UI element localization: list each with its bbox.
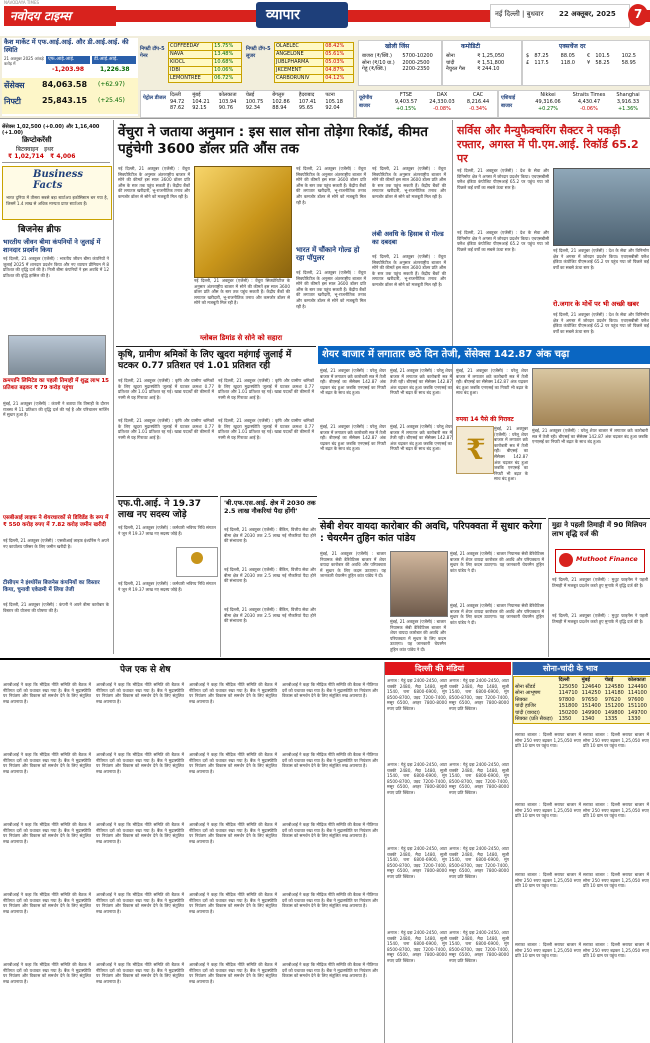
mandi-text-7: अनाज : गेहूं दड़ा 2400-2450, आटा चक्की 2480, मैदा 1480, सूजी 1540, चना 6800-6900, मूंग 8500-8700, उड़द 7200-7400, मसूर 6500, अरहर 7800-8000 रुपए प्रति क्विंटल। [387,930,447,963]
bank-story [220,496,317,657]
sensex-label: सेंसेक्स [4,81,25,90]
gainer-row: LEMONTREE 06.72% [169,75,242,83]
fii-dii-block [2,38,138,116]
loser-row: OLAELEC 08.42% [275,43,354,51]
gold-row: सिक्का 97800 97650 97620 97600 [515,696,644,703]
manufacturing-headline: सर्विस और मैन्युफैक्चरिंग सैक्टर ने पकड़ी रफ्तार, अगस्त में पी.एम.आई. रिकॉर्ड 65.2 पर [457,124,639,165]
stock-body-4: मुंबई, 21 अक्तूबर (एजेंसी) : घरेलू शेयर बाजार में लगातार छठे कारोबारी सत्र में तेजी रही। बीएसई का सेंसेक्स 142.87 अंक चढ़कर बंद हुआ जबकि एनएसई का निफ्टी भी बढ़त के साथ बंद हुआ। [532,428,648,445]
page-one-text-2: आरबीआई ने कहा कि मौद्रिक नीति समिति की बैठक में नीतिगत दरों को यथावत रखा गया है। बैंक ने मुद्रास्फीति पर नियंत्रण और विकास को समर्थन देने के लिए संतुलित रुख अपनाया है। [96,682,184,704]
page-one-text-1: आरबीआई ने कहा कि मौद्रिक नीति समिति की बैठक में नीतिगत दरों को यथावत रखा गया है। बैंक ने मुद्रास्फीति पर नियंत्रण और विकास को समर्थन देने के लिए संतुलित रुख अपनाया है। [3,682,91,704]
brief3-headline: एसबीआई लाइफ ने शेयरधारकों से डिविडेंड के रूप में ₹ 550 करोड़ रुपए में 7.82 करोड़ जमीन खरीदी [3,515,109,528]
sebi-body-4: मुंबई, 21 अक्तूबर (एजेंसी) : बाजार नियामक सेबी डेरिवेटिव्स बाजार में शेयर वायदा कारोबार की अवधि और परिपक्वता में सुधार के लिए कदम उठाएगा। यह जानकारी चेयरमैन तुहिन कांत पांडेय ने दी। [450,603,544,625]
gold-note-6: सराफा बाजार : दिल्ली सराफा बाजार में सोना 250 रुपए बढ़कर 1,25,050 रुपए प्रति 10 ग्राम पर पहुंच गया। [583,872,649,889]
crypto-title: क्रिप्टोकरेंसी [22,136,52,144]
gold-title-bar [513,662,650,675]
brief3-text: नई दिल्ली, 21 अक्तूबर (एजेंसी) : एसबीआई लाइफ इंश्योरेंस ने अपने नए कार्यालय परिसर के लिए जमीन खरीदी है। [3,538,109,549]
crypto-values: ₹ 1,02,714 ₹ 4,006 [8,153,76,160]
page-one-title: पेज एक से शेष [120,665,171,675]
gold-bars-photo [194,166,292,278]
lead-subheadline: ग्लोबल डिमांड से सोने को सहारा [200,334,283,342]
facts-text: भारत दुनिया में तीसरा सबसे बड़ा स्टार्टअप इकोसिस्टम बन गया है, जिसमें 1.4 लाख से अधिक मान्यता प्राप्त स्टार्टअप हैं। [6,195,108,206]
stock-body-2: मुंबई, 21 अक्तूबर (एजेंसी) : घरेलू शेयर बाजार में लगातार छठे कारोबारी सत्र में तेजी रही। बीएसई का सेंसेक्स 142.87 अंक चढ़कर बंद हुआ जबकि एनएसई का निफ्टी भी बढ़त के साथ बंद हुआ। [390,368,452,396]
page-one-text-10: आरबीआई ने कहा कि मौद्रिक नीति समिति की बैठक में नीतिगत दरों को यथावत रखा गया है। बैंक ने मुद्रास्फीति पर नियंत्रण और विकास को समर्थन देने के लिए संतुलित रुख अपनाया है। [96,822,184,844]
agri-story [116,348,316,494]
manufacturing-body-d: नई दिल्ली, 21 अक्तूबर (एजेंसी) : देश के सेवा और विनिर्माण क्षेत्र ने अगस्त में जोरदार प्रदर्शन किया। एचएसबीसी फ्लैश इंडिया कंपोजिट पीएमआई 65.2 पर पहुंच गया जो पिछले कई वर्षों का सबसे ऊंचा स्तर है। [553,312,649,334]
europe-block [356,90,498,118]
dii-value: 1,226.38 [100,66,130,73]
fii-label-box [46,56,90,64]
loser-row: CARBORUNIV 04.12% [275,75,354,83]
brief-title-bar [2,222,110,234]
bank-body-b: नई दिल्ली, 21 अक्तूबर (एजेंसी) : बैंकिंग, वित्तीय सेवा और बीमा क्षेत्र में 2030 तक 2.5 लाख नई नौकरियां पैदा होने की संभावना है। [224,567,316,584]
page-one-title-bar [70,662,270,676]
commodity-table [445,53,519,73]
gold-note-7: सराफा बाजार : दिल्ली सराफा बाजार में सोना 250 रुपए बढ़कर 1,25,050 रुपए प्रति 10 ग्राम पर पहुंच गया। [515,942,581,959]
fpi-body-b: नई दिल्ली, 21 अक्तूबर (एजेंसी) : कर्मचारी भविष्य निधि संगठन ने जून में 19.37 लाख नए सदस्य जोड़े हैं। [118,581,216,592]
page-number: 7 [634,7,643,21]
petrol-row: 94.72 104.21 103.94 100.75 102.86 107.41 105.18 [170,98,343,105]
section-title: व्यापार [266,7,300,23]
loser-row: JKCEMENT 04.87% [275,67,354,75]
side-headline: भारत में चौंकाने गोल्ड हो रहा पॉपुलर [296,246,360,262]
page-one-text-16: आरबीआई ने कहा कि मौद्रिक नीति समिति की बैठक में नीतिगत दरों को यथावत रखा गया है। बैंक ने मुद्रास्फीति पर नियंत्रण और विकास को समर्थन देने के लिए संतुलित रुख अपनाया है। [282,892,378,909]
commodity-row: नैचुरल गैस ₹ 244.10 [446,66,500,72]
page-one-text-5: आरबीआई ने कहा कि मौद्रिक नीति समिति की बैठक में नीतिगत दरों को यथावत रखा गया है। बैंक ने मुद्रास्फीति पर नियंत्रण और विकास को समर्थन देने के लिए संतुलित रुख अपनाया है। [3,752,91,774]
bank-headline: 'बी.एफ.एस.आई. क्षेत्र में 2030 तक 2.5 लाख नौकरियां पैदा होंगी' [224,499,316,515]
stock-headline-bar [318,346,650,364]
gold-section [512,662,650,1043]
bank-body: नई दिल्ली, 21 अक्तूबर (एजेंसी) : बैंकिंग, वित्तीय सेवा और बीमा क्षेत्र में 2030 तक 2.5 लाख नई नौकरियां पैदा होने की संभावना है। [224,527,316,544]
losers-block [246,42,354,86]
stock-subheadline: रुपया 14 पैसे की गिरावट [456,416,514,423]
page-one-text-17: आरबीआई ने कहा कि मौद्रिक नीति समिति की बैठक में नीतिगत दरों को यथावत रखा गया है। बैंक ने मुद्रास्फीति पर नियंत्रण और विकास को समर्थन देने के लिए संतुलित रुख अपनाया है। [3,962,91,984]
muthoot-logo [555,549,645,573]
page-one-text-14: आरबीआई ने कहा कि मौद्रिक नीति समिति की बैठक में नीतिगत दरों को यथावत रखा गया है। बैंक ने मुद्रास्फीति पर नियंत्रण और विकास को समर्थन देने के लिए संतुलित रुख अपनाया है। [96,892,184,914]
manufacturing-body: नई दिल्ली, 21 अक्तूबर (एजेंसी) : देश के सेवा और विनिर्माण क्षेत्र ने अगस्त में जोरदार प्रदर्शन किया। एचएसबीसी फ्लैश इंडिया कंपोजिट पीएमआई 65.2 पर पहुंच गया जो पिछले कई वर्षों का सबसे ऊंचा स्तर है। [457,168,549,190]
brief1-text: नई दिल्ली, 21 अक्तूबर (एजेंसी) : भारतीय जीवन बीमा कंपनियों ने जुलाई 2025 में शानदार प्रदर्शन किया और नए व्यापार प्रीमियम में 8 प्रतिशत की वृद्धि दर्ज की है। निजी बीमा कंपनियों ने इस अवधि में 12 प्रतिशत की वृद्धि हासिल की है। [3,256,109,278]
fii-date-label: 21 अक्तूबर 2025 आंकड़े करोड़ में [4,56,44,66]
page-one-text-3: आरबीआई ने कहा कि मौद्रिक नीति समिति की बैठक में नीतिगत दरों को यथावत रखा गया है। बैंक ने मुद्रास्फीति पर नियंत्रण और विकास को समर्थन देने के लिए संतुलित रुख अपनाया है। [189,682,277,704]
bullion-row: सोना (₹/10 ग्रा.) 2000-2500 [362,59,430,66]
rupee-symbol: ₹ [466,433,486,466]
lead-caption: नई दिल्ली, 21 अक्तूबर (एजेंसी) : वेंचुरा सिक्योरिटीज के अनुसार अंतरराष्ट्रीय बाजार में सोने की कीमतें इस साल 3600 डॉलर प्रति औंस के स्तर तक पहुंच सकती हैं। केंद्रीय बैंकों की लगातार खरीदारी, भू-राजनीतिक तनाव और कमजोर डॉलर से सोने को मजबूती मिल रही है। [194,278,290,306]
europe-item: CAC 8,216.44 -0.34% [466,92,490,112]
brief4-text: नई दिल्ली, 21 अक्तूबर (एजेंसी) : कंपनी ने अपने बीमा कारोबार के विस्तार की योजना की घोषणा की है। [3,602,109,613]
market-strip [0,36,650,119]
gainers-title: निफ्टी टॉप-5 गेनर [140,46,165,59]
page-one-text-12: आरबीआई ने कहा कि मौद्रिक नीति समिति की बैठक में नीतिगत दरों को यथावत रखा गया है। बैंक ने मुद्रास्फीति पर नियंत्रण और विकास को समर्थन देने के लिए संतुलित रुख अपनाया है। [282,822,378,839]
fii-value: -1,203.98 [52,66,85,73]
sebi-body-2: मुंबई, 21 अक्तूबर (एजेंसी) : बाजार नियामक सेबी डेरिवेटिव्स बाजार में शेयर वायदा कारोबार की अवधि और परिपक्वता में सुधार के लिए कदम उठाएगा। यह जानकारी चेयरमैन तुहिन कांत पांडेय ने दी। [450,551,544,573]
ad-body: नई दिल्ली, 21 अक्तूबर (एजेंसी) : मुथूट फाइनेंस ने पहली तिमाही में मजबूत प्रदर्शन करते हुए मुनाफे में वृद्धि दर्ज की है। [552,577,648,588]
mandi-text-3: अनाज : गेहूं दड़ा 2400-2450, आटा चक्की 2480, मैदा 1480, सूजी 1540, चना 6800-6900, मूंग 8500-8700, उड़द 7200-7400, मसूर 6500, अरहर 7800-8000 रुपए प्रति क्विंटल। [387,762,447,795]
masthead [0,0,650,36]
currency-table [525,53,647,66]
losers-table [274,42,354,83]
gold-row: सोना स्टैंडर्ड 125050 124640 124580 124490 [515,683,647,690]
mandi-text-4: अनाज : गेहूं दड़ा 2400-2450, आटा चक्की 2480, मैदा 1480, सूजी 1540, चना 6800-6900, मूंग 8500-8700, उड़द 7200-7400, मसूर 6500, अरहर 7800-8000 रुपए प्रति क्विंटल। [449,762,509,795]
dii-label-box [92,56,136,64]
manufacturing-subheadline: रो.जगार के मोर्चे पर भी अच्छी खबर [553,300,639,308]
agri-body-2: नई दिल्ली, 21 अक्तूबर (एजेंसी) : कृषि और ग्रामीण श्रमिकों के लिए खुदरा मुद्रास्फीति जुलाई में घटकर क्रमशः 0.77 प्रतिशत और 1.01 प्रतिशत रह गई। खाद्य पदार्थों की कीमतों में नरमी से यह गिरावट आई है। [218,378,314,400]
fuel-title: पेट्रोल डीजल [143,95,166,101]
agri-headline: कृषि, ग्रामीण श्रमिकों के लिए खुदरा महंगाई जुलाई में घटकर 0.77 प्रतिशत एवं 1.01 प्रतिशत रही [118,350,292,371]
brief1-headline: भारतीय जीवन बीमा कंपनियों ने जुलाई में शानदार प्रदर्शन किया [3,238,101,254]
bullion-block [358,40,442,86]
nifty-change: (+25.45) [98,97,125,104]
crypto-box [2,136,110,163]
diesel-row: 87.62 92.15 90.76 92.34 88.94 95.65 92.04 [170,105,340,111]
gold-note-8: सराफा बाजार : दिल्ली सराफा बाजार में सोना 250 रुपए बढ़कर 1,25,050 रुपए प्रति 10 ग्राम पर पहुंच गया। [583,942,649,959]
gold-note-4: सराफा बाजार : दिल्ली सराफा बाजार में सोना 250 रुपए बढ़कर 1,25,050 रुपए प्रति 10 ग्राम पर पहुंच गया। [583,802,649,819]
sensex-value: 84,063.58 [42,80,88,89]
mandi-text-5: अनाज : गेहूं दड़ा 2400-2450, आटा चक्की 2480, मैदा 1480, सूजी 1540, चना 6800-6900, मूंग 8500-8700, उड़द 7200-7400, मसूर 6500, अरहर 7800-8000 रुपए प्रति क्विंटल। [387,846,447,879]
stock-body-2b: मुंबई, 21 अक्तूबर (एजेंसी) : घरेलू शेयर बाजार में लगातार छठे कारोबारी सत्र में तेजी रही। बीएसई का सेंसेक्स 142.87 अंक चढ़कर बंद हुआ जबकि एनएसई का निफ्टी भी बढ़त के साथ बंद हुआ। [390,424,452,452]
lead-body-col4: नई दिल्ली, 21 अक्तूबर (एजेंसी) : वेंचुरा सिक्योरिटीज के अनुसार अंतरराष्ट्रीय बाजार में सोने की कीमतें इस साल 3600 डॉलर प्रति औंस के स्तर तक पहुंच सकती हैं। केंद्रीय बैंकों की लगातार खरीदारी, भू-राजनीतिक तनाव और कमजोर डॉलर से सोने को मजबूती मिल रही है। [372,166,446,199]
left-column [0,120,112,654]
side-headline-2: लंबी अवधि के हिसाब से गोल्ड का दबदबा [372,230,444,246]
page-one-text-13: आरबीआई ने कहा कि मौद्रिक नीति समिति की बैठक में नीतिगत दरों को यथावत रखा गया है। बैंक ने मुद्रास्फीति पर नियंत्रण और विकास को समर्थन देने के लिए संतुलित रुख अपनाया है। [3,892,91,914]
brief4-headline: टीसीएम ने इंश्योरेंस बिजनेस कंपनियों का विस्तार किया, चुनावी एकेडमी में लिया तेजी [3,580,100,593]
brief-photo [8,335,106,375]
mandi-section [384,662,511,1043]
epfo-emblem-icon [191,552,203,564]
lead-body-col3b: नई दिल्ली, 21 अक्तूबर (एजेंसी) : वेंचुरा सिक्योरिटीज के अनुसार अंतरराष्ट्रीय बाजार में सोने की कीमतें इस साल 3600 डॉलर प्रति औंस के स्तर तक पहुंच सकती हैं। केंद्रीय बैंकों की लगातार खरीदारी, भू-राजनीतिक तनाव और कमजोर डॉलर से सोने को मजबूती मिल रही है। [296,270,366,309]
gold-row: चांदी (वायदा) 150200 149900 149800 149700 [515,709,647,716]
gold-note-1: सराफा बाजार : दिल्ली सराफा बाजार में सोना 250 रुपए बढ़कर 1,25,050 रुपए प्रति 10 ग्राम पर पहुंच गया। [515,732,581,749]
brief2-headline: क्रमपानि लिमिटेड का पहली तिमाही में शुद्ध लाभ 15 प्रतिशत बढ़कर ₹ 79 करोड़ पहुंचा [3,378,110,391]
page-one-text-8: आरबीआई ने कहा कि मौद्रिक नीति समिति की बैठक में नीतिगत दरों को यथावत रखा गया है। बैंक ने मुद्रास्फीति पर नियंत्रण और विकास को समर्थन देने के लिए संतुलित रुख अपनाया है। [282,752,378,769]
commodity-row: चांदी ₹ 1,51,800 [446,59,505,66]
lead-body-col1: नई दिल्ली, 21 अक्तूबर (एजेंसी) : वेंचुरा सिक्योरिटीज के अनुसार अंतरराष्ट्रीय बाजार में सोने की कीमतें इस साल 3600 डॉलर प्रति औंस के स्तर तक पहुंच सकती हैं। केंद्रीय बैंकों की लगातार खरीदारी, भू-राजनीतिक तनाव और कमजोर डॉलर से सोने को मजबूती मिल रही है। [118,166,190,199]
sebi-headline: सेबी शेयर वायदा कारोबार की अवधि, परिपक्वता में सुधार करेगा : चेयरमैन तुहिन कांत पांडेय [320,521,542,544]
fpi-body: नई दिल्ली, 21 अक्तूबर (एजेंसी) : कर्मचारी भविष्य निधि संगठन ने जून में 19.37 लाख नए सदस्य जोड़े हैं। [118,525,216,536]
fuel-block [140,90,354,118]
asia-item: Shanghai 3,916.33 +1.36% [616,92,640,112]
bullion-row: गेहूं (₹/क्विं.) 2200-2350 [362,66,430,72]
page-one-text-20: आरबीआई ने कहा कि मौद्रिक नीति समिति की बैठक में नीतिगत दरों को यथावत रखा गया है। बैंक ने मुद्रास्फीति पर नियंत्रण और विकास को समर्थन देने के लिए संतुलित रुख अपनाया है। [282,962,378,979]
brand-logo: नवोदय टाइम्स [10,9,72,23]
section-divider [116,346,316,347]
stock-headline: शेयर बाजार में लगातार छठे दिन तेजी, सेंसेक्स 142.87 अंक चढ़ा [322,349,570,360]
bullion-title: खोली जिंस [385,43,410,50]
crypto-names: बिटक्वाइन इथर [16,146,54,153]
index-box [2,78,138,114]
losers-title: निफ्टी टॉप-5 लूजर [246,46,271,59]
page-one-text-19: आरबीआई ने कहा कि मौद्रिक नीति समिति की बैठक में नीतिगत दरों को यथावत रखा गया है। बैंक ने मुद्रास्फीति पर नियंत्रण और विकास को समर्थन देने के लिए संतुलित रुख अपनाया है। [189,962,277,984]
muthoot-brand: Muthoot Finance [576,555,638,563]
page-one-text-6: आरबीआई ने कहा कि मौद्रिक नीति समिति की बैठक में नीतिगत दरों को यथावत रखा गया है। बैंक ने मुद्रास्फीति पर नियंत्रण और विकास को समर्थन देने के लिए संतुलित रुख अपनाया है। [96,752,184,774]
commodity-title: कमोडिटी [461,43,481,50]
edition-line: नई दिल्ली | बुधवार [495,10,544,18]
gold-note-2: सराफा बाजार : दिल्ली सराफा बाजार में सोना 250 रुपए बढ़कर 1,25,050 रुपए प्रति 10 ग्राम पर पहुंच गया। [583,732,649,749]
loser-row: ANGELONE 05.61% [275,51,354,59]
gold-table [513,676,650,724]
commodity-block [442,40,522,86]
loser-row: JUBLPHARMA 05.03% [275,59,354,67]
brand-bar [4,6,116,26]
gold-row: सोना आभूषण 114710 114250 114180 114100 [515,690,647,696]
europe-item: FTSE 9,403.57 +0.15% [394,92,418,112]
mandi-title-bar [385,662,511,675]
muthoot-logo-icon [559,553,573,567]
europe-title: यूरोपीय बाजार [359,95,373,109]
bullion-row: बाजरा (₹/क्विं.) 5700-10200 [362,53,433,59]
nifty-value: 25,843.15 [42,96,88,105]
fuel-cities-row: दिल्ली मुंबई कोलकाता चेन्नई बेंगलुरु हैदराबाद पटना [170,92,335,98]
ad-body-b: नई दिल्ली, 21 अक्तूबर (एजेंसी) : मुथूट फाइनेंस ने पहली तिमाही में मजबूत प्रदर्शन करते हुए मुनाफे में वृद्धि दर्ज की है। [552,613,648,624]
stock-photo [532,368,650,426]
asia-block [498,90,650,118]
agri-body-3: नई दिल्ली, 21 अक्तूबर (एजेंसी) : कृषि और ग्रामीण श्रमिकों के लिए खुदरा मुद्रास्फीति जुलाई में घटकर क्रमशः 0.77 प्रतिशत और 1.01 प्रतिशत रह गई। खाद्य पदार्थों की कीमतों में नरमी से यह गिरावट आई है। [118,418,214,440]
ad-headline: मुद्रा ने पहली तिमाही में 90 मिलियन लाभ वृद्धि दर्ज की [552,521,647,538]
currency-row: £ 117.5 118.0 ¥ 58.25 58.95 [526,59,636,66]
stock-body-1b: मुंबई, 21 अक्तूबर (एजेंसी) : घरेलू शेयर बाजार में लगातार छठे कारोबारी सत्र में तेजी रही। बीएसई का सेंसेक्स 142.87 अंक चढ़कर बंद हुआ जबकि एनएसई का निफ्टी भी बढ़त के साथ बंद हुआ। [320,424,386,452]
gold-row: सिक्का (प्रति सैकड़ा) 1350 1340 1335 1330 [515,716,641,722]
sebi-body-1: मुंबई, 21 अक्तूबर (एजेंसी) : बाजार नियामक सेबी डेरिवेटिव्स बाजार में शेयर वायदा कारोबार की अवधि और परिपक्वता में सुधार के लिए कदम उठाएगा। यह जानकारी चेयरमैन तुहिन कांत पांडेय ने दी। [320,551,386,579]
brief2-text: मुंबई, 21 अक्तूबर (एजेंसी) : कंपनी ने बताया कि तिमाही के दौरान राजस्व में 11 प्रतिशत की वृद्धि दर्ज की गई है और परिचालन मार्जिन में सुधार हुआ है। [3,401,109,418]
page-one-text-9: आरबीआई ने कहा कि मौद्रिक नीति समिति की बैठक में नीतिगत दरों को यथावत रखा गया है। बैंक ने मुद्रास्फीति पर नियंत्रण और विकास को समर्थन देने के लिए संतुलित रुख अपनाया है। [3,822,91,844]
col-divider [113,120,114,654]
section-tab [256,2,348,28]
gainer-row: IDBI 10.06% [169,67,242,75]
stock-body-1: मुंबई, 21 अक्तूबर (एजेंसी) : घरेलू शेयर बाजार में लगातार छठे कारोबारी सत्र में तेजी रही। बीएसई का सेंसेक्स 142.87 अंक चढ़कर बंद हुआ जबकि एनएसई का निफ्टी भी बढ़त के साथ बंद हुआ। [320,368,386,396]
facts-box [2,166,112,220]
page-one-text-7: आरबीआई ने कहा कि मौद्रिक नीति समिति की बैठक में नीतिगत दरों को यथावत रखा गया है। बैंक ने मुद्रास्फीति पर नियंत्रण और विकास को समर्थन देने के लिए संतुलित रुख अपनाया है। [189,752,277,774]
currency-row: $ 87.25 88.05 € 101.5 102.5 [526,53,636,59]
gainers-table [168,42,242,83]
page-one-text-18: आरबीआई ने कहा कि मौद्रिक नीति समिति की बैठक में नीतिगत दरों को यथावत रखा गया है। बैंक ने मुद्रास्फीति पर नियंत्रण और विकास को समर्थन देने के लिए संतुलित रुख अपनाया है। [96,962,184,984]
gainer-row: KIOCL 10.68% [169,59,242,67]
mandi-title: दिल्ली की मंडियां [415,664,465,673]
page-one-text-15: आरबीआई ने कहा कि मौद्रिक नीति समिति की बैठक में नीतिगत दरों को यथावत रखा गया है। बैंक ने मुद्रास्फीति पर नियंत्रण और विकास को समर्थन देने के लिए संतुलित रुख अपनाया है। [189,892,277,914]
mandi-text-6: अनाज : गेहूं दड़ा 2400-2450, आटा चक्की 2480, मैदा 1480, सूजी 1540, चना 6800-6900, मूंग 8500-8700, उड़द 7200-7400, मसूर 6500, अरहर 7800-8000 रुपए प्रति क्विंटल। [449,846,509,879]
muthoot-ad [548,518,650,657]
currency-title: एक्सचेंज दर [559,43,586,50]
crypto-line: सेंसेक्स 1,02,500 (+0.00) और 1,16,400 (+1.00) [2,124,100,136]
gainer-row: COFFEEDAY 15.75% [169,43,242,51]
rupee-icon [456,426,494,474]
stock-body-3: मुंबई, 21 अक्तूबर (एजेंसी) : घरेलू शेयर बाजार में लगातार छठे कारोबारी सत्र में तेजी रही। बीएसई का सेंसेक्स 142.87 अंक चढ़कर बंद हुआ जबकि एनएसई का निफ्टी भी बढ़त के साथ बंद हुआ। [456,368,528,396]
gold-note-5: सराफा बाजार : दिल्ली सराफा बाजार में सोना 250 रुपए बढ़कर 1,25,050 रुपए प्रति 10 ग्राम पर पहुंच गया। [515,872,581,889]
asia-item: Nikkei 49,316.06 +0.27% [535,92,561,112]
manufacturing-body-c: नई दिल्ली, 21 अक्तूबर (एजेंसी) : देश के सेवा और विनिर्माण क्षेत्र ने अगस्त में जोरदार प्रदर्शन किया। एचएसबीसी फ्लैश इंडिया कंपोजिट पीएमआई 65.2 पर पहुंच गया जो पिछले कई वर्षों का सबसे ऊंचा स्तर है। [553,248,649,270]
stock-body-3b: मुंबई, 21 अक्तूबर (एजेंसी) : घरेलू शेयर बाजार में लगातार छठे कारोबारी सत्र में तेजी रही। बीएसई का सेंसेक्स 142.87 अंक चढ़कर बंद हुआ जबकि एनएसई का निफ्टी भी बढ़त के साथ बंद हुआ। [494,426,528,482]
page-one-text-4: आरबीआई ने कहा कि मौद्रिक नीति समिति की बैठक में नीतिगत दरों को यथावत रखा गया है। बैंक ने मुद्रास्फीति पर नियंत्रण और विकास को समर्थन देने के लिए संतुलित रुख अपनाया है। [282,682,378,699]
epfo-logo [176,547,218,577]
dii-label: डी.आई.आई. [94,56,118,62]
mandi-text-2: अनाज : गेहूं दड़ा 2400-2450, आटा चक्की 2480, मैदा 1480, सूजी 1540, चना 6800-6900, मूंग 8500-8700, उड़द 7200-7400, मसूर 6500, अरहर 7800-8000 रुपए प्रति क्विंटल। [449,678,509,711]
bullion-table [361,53,439,73]
sensex-change: (+62.97) [98,81,125,88]
bottom-divider [0,658,650,660]
nifty-label: निफ्टी [4,97,21,106]
dateline-box [490,4,630,28]
gold-header-row: दिल्ली मुंबई चेन्नई कोलकाता [558,677,646,683]
lead-body-col4b: नई दिल्ली, 21 अक्तूबर (एजेंसी) : वेंचुरा सिक्योरिटीज के अनुसार अंतरराष्ट्रीय बाजार में सोने की कीमतें इस साल 3600 डॉलर प्रति औंस के स्तर तक पहुंच सकती हैं। केंद्रीय बैंकों की लगातार खरीदारी, भू-राजनीतिक तनाव और कमजोर डॉलर से सोने को मजबूती मिल रही है। [372,254,446,287]
sebi-chairman-photo [390,551,448,617]
fpi-headline: एफ.पी.आई. ने 19.37 लाख नए सदस्य जोड़े [118,499,201,520]
agri-body-1: नई दिल्ली, 21 अक्तूबर (एजेंसी) : कृषि और ग्रामीण श्रमिकों के लिए खुदरा मुद्रास्फीति जुलाई में घटकर क्रमशः 0.77 प्रतिशत और 1.01 प्रतिशत रह गई। खाद्य पदार्थों की कीमतों में नरमी से यह गिरावट आई है। [118,378,214,400]
gainer-row: NAVA 13.48% [169,51,242,59]
fuel-table [169,92,351,112]
fii-label: एफ.आई.आई. [48,56,75,62]
mandi-text-8: अनाज : गेहूं दड़ा 2400-2450, आटा चक्की 2480, मैदा 1480, सूजी 1540, चना 6800-6900, मूंग 8500-8700, उड़द 7200-7400, मसूर 6500, अरहर 7800-8000 रुपए प्रति क्विंटल। [449,930,509,963]
fpi-story [116,496,218,657]
agri-body-4: नई दिल्ली, 21 अक्तूबर (एजेंसी) : कृषि और ग्रामीण श्रमिकों के लिए खुदरा मुद्रास्फीति जुलाई में घटकर क्रमशः 0.77 प्रतिशत और 1.01 प्रतिशत रह गई। खाद्य पदार्थों की कीमतों में नरमी से यह गिरावट आई है। [218,418,314,440]
asia-title: एशियाई बाजार [501,95,516,109]
bottom-col1 [0,662,380,1043]
asia-item: Straits Times 4,430.47 -0.06% [572,92,606,112]
gold-row: चांदी हाजिर 151800 151400 151200 151100 [515,703,647,709]
page-one-text-11: आरबीआई ने कहा कि मौद्रिक नीति समिति की बैठक में नीतिगत दरों को यथावत रखा गया है। बैंक ने मुद्रास्फीति पर नियंत्रण और विकास को समर्थन देने के लिए संतुलित रुख अपनाया है। [189,822,277,844]
factory-photo [553,168,650,246]
lead-headline: वेंचुरा ने जताया अनुमान : इस साल सोना तोड़ेगा रिकॉर्ड, कीमत पहुंचेगी 3600 डॉलर प्रति औंस तक [118,124,428,157]
gold-note-3: सराफा बाजार : दिल्ली सराफा बाजार में सोना 250 रुपए बढ़कर 1,25,050 रुपए प्रति 10 ग्राम पर पहुंच गया। [515,802,581,819]
fii-dii-headline: कैश मार्केट में एफ.आई.आई. और डी.आई.आई. की स्थिति [4,38,129,54]
brand-small: NAVODAYA TIMES [4,0,40,5]
mandi-text-1: अनाज : गेहूं दड़ा 2400-2450, आटा चक्की 2480, मैदा 1480, सूजी 1540, चना 6800-6900, मूंग 8500-8700, उड़द 7200-7400, मसूर 6500, अरहर 7800-8000 रुपए प्रति क्विंटल। [387,678,447,711]
page-number-badge [628,4,648,26]
date: 22 अक्तूबर, 2025 [559,10,616,18]
currency-block [522,40,650,86]
gainers-block [140,42,242,86]
stock-story [318,346,650,518]
gold-title: सोना-चांदी के भाव [543,664,598,673]
bank-body-c: नई दिल्ली, 21 अक्तूबर (एजेंसी) : बैंकिंग, वित्तीय सेवा और बीमा क्षेत्र में 2030 तक 2.5 लाख नई नौकरियां पैदा होने की संभावना है। [224,607,316,624]
manufacturing-body-b: नई दिल्ली, 21 अक्तूबर (एजेंसी) : देश के सेवा और विनिर्माण क्षेत्र ने अगस्त में जोरदार प्रदर्शन किया। एचएसबीसी फ्लैश इंडिया कंपोजिट पीएमआई 65.2 पर पहुंच गया जो पिछले कई वर्षों का सबसे ऊंचा स्तर है। [457,230,549,252]
sebi-story [318,518,546,657]
europe-item: DAX 24,330.03 -0.08% [429,92,455,112]
facts-title: Business Facts [33,169,84,191]
brief-title: बिजनेस ब्रीफ [18,225,61,235]
sebi-body-3: मुंबई, 21 अक्तूबर (एजेंसी) : बाजार नियामक सेबी डेरिवेटिव्स बाजार में शेयर वायदा कारोबार की अवधि और परिपक्वता में सुधार के लिए कदम उठाएगा। यह जानकारी चेयरमैन तुहिन कांत पांडेय ने दी। [390,619,446,652]
commodity-row: सोना ₹ 1,25,050 [446,53,505,59]
lead-body-col3: नई दिल्ली, 21 अक्तूबर (एजेंसी) : वेंचुरा सिक्योरिटीज के अनुसार अंतरराष्ट्रीय बाजार में सोने की कीमतें इस साल 3600 डॉलर प्रति औंस के स्तर तक पहुंच सकती हैं। केंद्रीय बैंकों की लगातार खरीदारी, भू-राजनीतिक तनाव और कमजोर डॉलर से सोने को मजबूती मिल रही है। [296,166,366,205]
